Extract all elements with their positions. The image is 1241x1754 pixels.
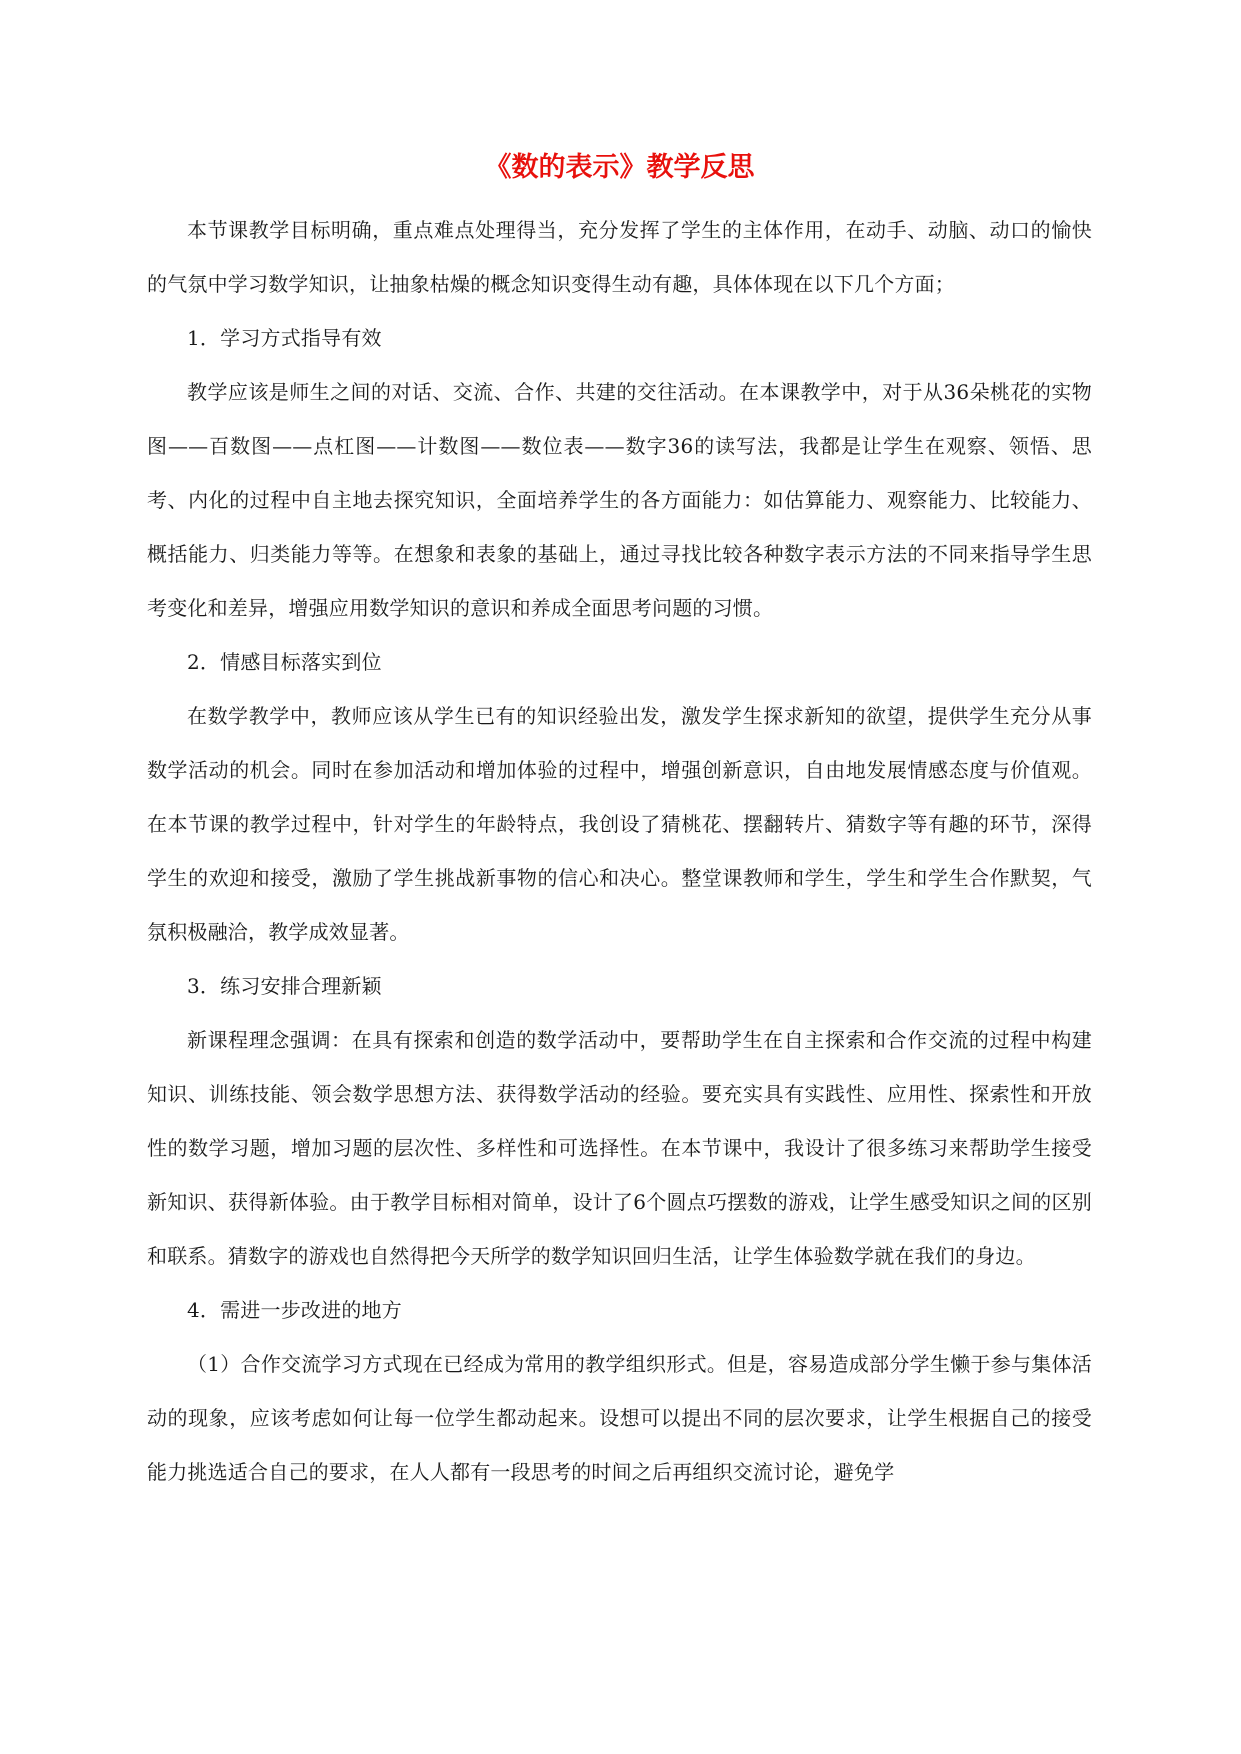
document-title: 《数的表示》教学反思: [484, 152, 755, 183]
section-body-1: 教学应该是师生之间的对话、交流、合作、共建的交往活动。在本课教学中，对于从36朵桃花的实物图——百数图——点杠图——计数图——数位表——数字36的读写法，我都是让学生在观察、领悟、思考、内化的过程中自主地去探究知识，全面培养学生的各方面能力：如估算能力、观察能力、比较能力、概括能力、归类能力等等。在想象和表象的基础上，通过寻找比较各种数字表示方法的不同来指导学生思考变化和差异，增强应用数学知识的意识和养成全面思考问题的习惯。: [147, 380, 1092, 620]
section-body-3: 新课程理念强调：在具有探索和创造的数学活动中，要帮助学生在自主探索和合作交流的过程中构建知识、训练技能、领会数学思想方法、获得数学活动的经验。要充实具有实践性、应用性、探索性和开放性的数学习题，增加习题的层次性、多样性和可选择性。在本节课中，我设计了很多练习来帮助学生接受新知识、获得新体验。由于教学目标相对简单，设计了6个圆点巧摆数的游戏，让学生感受知识之间的区别和联系。猜数字的游戏也自然得把今天所学的数学知识回归生活，让学生体验数学就在我们的身边。: [147, 1028, 1092, 1268]
section-heading-3: 3．练习安排合理新颖: [187, 974, 382, 998]
intro-paragraph: 本节课教学目标明确，重点难点处理得当，充分发挥了学生的主体作用，在动手、动脑、动口的愉快的气氛中学习数学知识，让抽象枯燥的概念知识变得生动有趣，具体体现在以下几个方面；: [147, 218, 1092, 296]
section-heading-4: 4．需进一步改进的地方: [187, 1298, 402, 1322]
section-heading-2: 2．情感目标落实到位: [187, 650, 382, 674]
document-page: [147, 150, 1092, 1499]
section-heading-1: 1．学习方式指导有效: [187, 326, 382, 350]
section-body-2: 在数学教学中，教师应该从学生已有的知识经验出发，激发学生探求新知的欲望，提供学生充分从事数学活动的机会。同时在参加活动和增加体验的过程中，增强创新意识，自由地发展情感态度与价值观。在本节课的教学过程中，针对学生的年龄特点，我创设了猜桃花、摆翻转片、猜数字等有趣的环节，深得学生的欢迎和接受，激励了学生挑战新事物的信心和决心。整堂课教师和学生，学生和学生合作默契，气氛积极融洽，教学成效显著。: [147, 704, 1092, 944]
section-body-4: （1）合作交流学习方式现在已经成为常用的教学组织形式。但是，容易造成部分学生懒于参与集体活动的现象，应该考虑如何让每一位学生都动起来。设想可以提出不同的层次要求，让学生根据自己的接受能力挑选适合自己的要求，在人人都有一段思考的时间之后再组织交流讨论，避免学: [147, 1352, 1092, 1484]
